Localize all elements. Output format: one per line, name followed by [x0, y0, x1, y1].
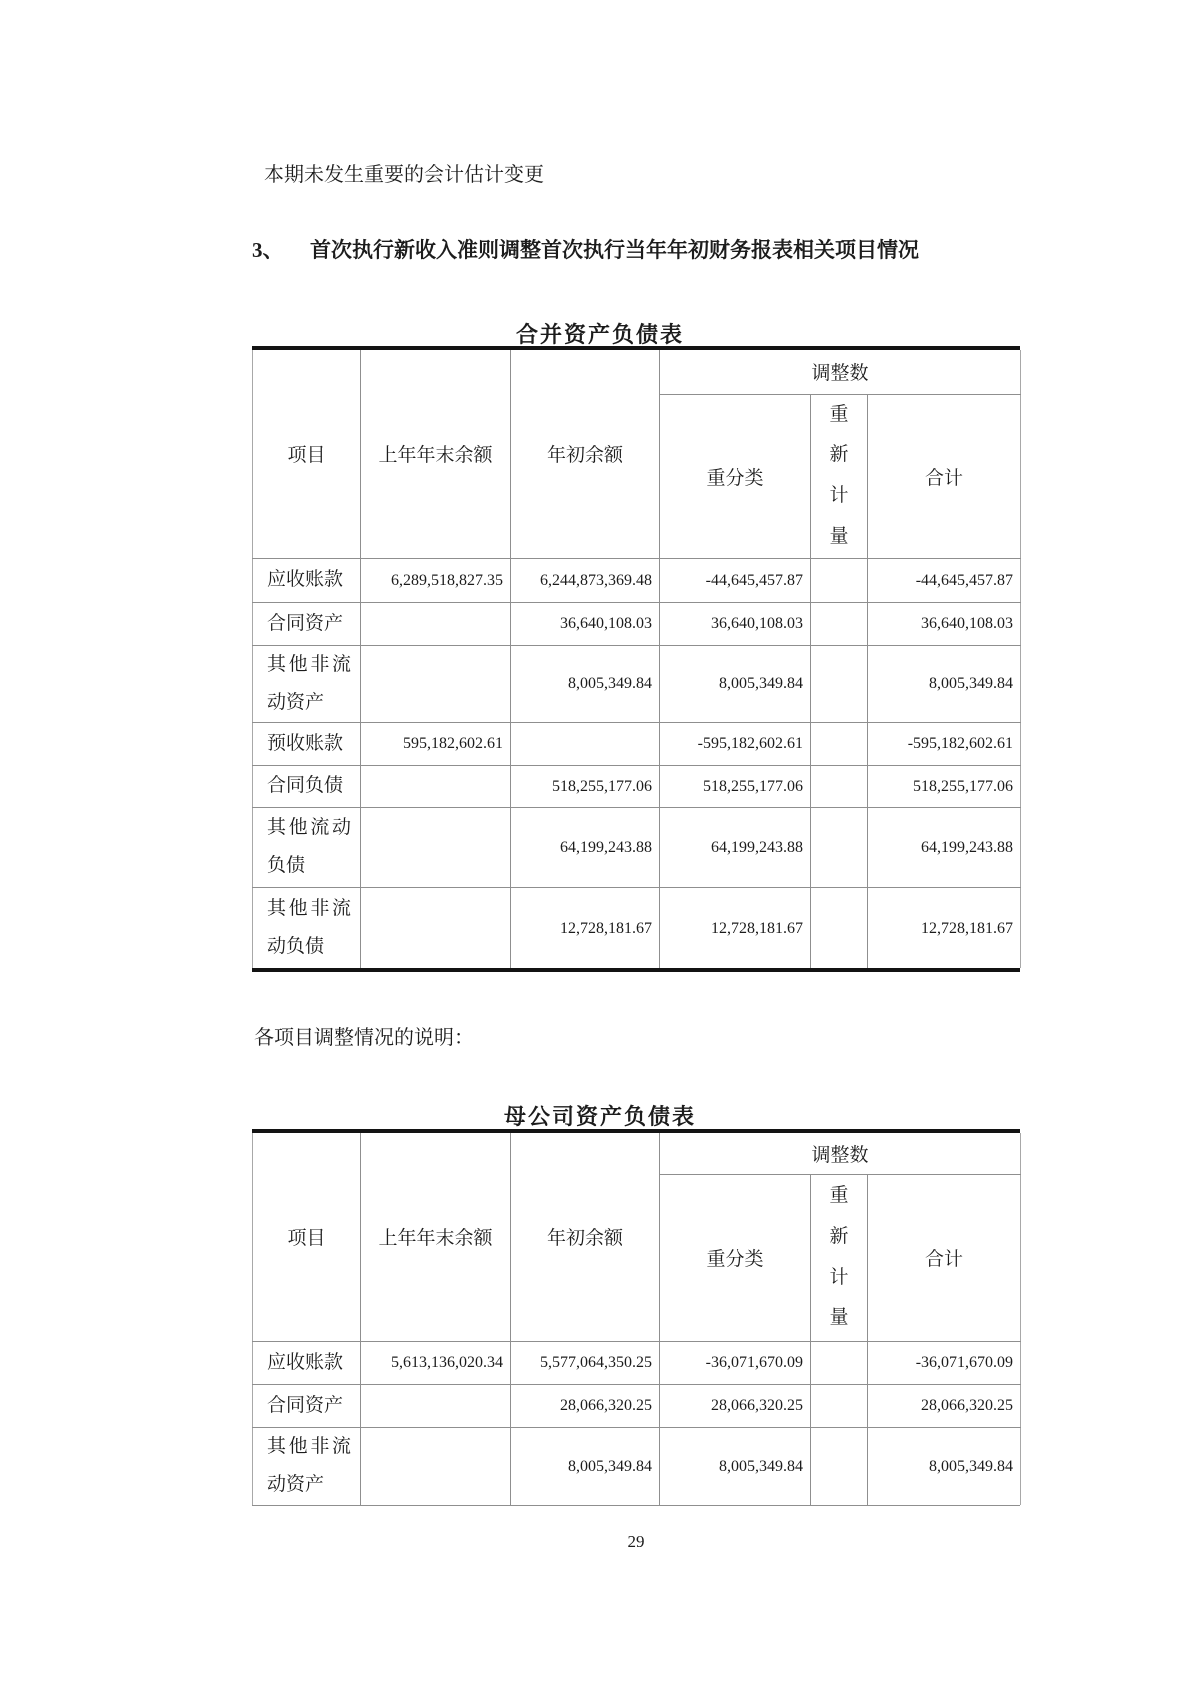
table-row — [253, 1427, 1021, 1505]
cell-remeasure — [811, 1341, 868, 1384]
header-adjustment-group: 调整数 — [660, 1133, 1021, 1174]
consolidated-balance-sheet-table — [252, 346, 1020, 972]
row-label: 其他流动负债 — [253, 807, 361, 887]
cell-year-begin: 36,640,108.03 — [511, 602, 660, 645]
cell-year-begin: 28,066,320.25 — [511, 1384, 660, 1427]
adjustment-note: 各项目调整情况的说明： — [254, 1027, 474, 1049]
table-row — [253, 1384, 1021, 1427]
cell-total: -36,071,670.09 — [868, 1341, 1021, 1384]
row-label: 合同资产 — [253, 602, 361, 645]
cell-year-begin: 6,244,873,369.48 — [511, 558, 660, 602]
table-row — [253, 645, 1021, 722]
cell-prev-year-end: 5,613,136,020.34 — [361, 1341, 511, 1384]
header-adjustment-group: 调整数 — [660, 350, 1021, 394]
cell-remeasure — [811, 722, 868, 765]
cell-remeasure — [811, 1384, 868, 1427]
header-prev-year-end: 上年年末余额 — [361, 350, 511, 558]
cell-year-begin: 8,005,349.84 — [511, 645, 660, 722]
cell-prev-year-end — [361, 807, 511, 887]
cell-year-begin: 5,577,064,350.25 — [511, 1341, 660, 1384]
cell-total: 28,066,320.25 — [868, 1384, 1021, 1427]
header-remeasure-text: 重新计量 — [829, 1184, 849, 1329]
cell-prev-year-end — [361, 765, 511, 807]
cell-prev-year-end: 595,182,602.61 — [361, 722, 511, 765]
header-total: 合计 — [868, 1174, 1021, 1341]
cell-year-begin: 64,199,243.88 — [511, 807, 660, 887]
row-label: 应收账款 — [253, 558, 361, 602]
cell-prev-year-end — [361, 1384, 511, 1427]
cell-remeasure — [811, 558, 868, 602]
header-item: 项目 — [253, 1133, 361, 1341]
table-row — [253, 602, 1021, 645]
cell-reclass: 8,005,349.84 — [660, 1427, 811, 1505]
cell-remeasure — [811, 807, 868, 887]
table-row — [253, 887, 1021, 968]
cell-remeasure — [811, 602, 868, 645]
table-row — [253, 765, 1021, 807]
row-label: 合同资产 — [253, 1384, 361, 1427]
table-header-row — [253, 350, 1021, 394]
cell-reclass: -36,071,670.09 — [660, 1341, 811, 1384]
cell-total: 8,005,349.84 — [868, 645, 1021, 722]
table-row — [253, 1341, 1021, 1384]
cell-year-begin — [511, 722, 660, 765]
cell-total: 8,005,349.84 — [868, 1427, 1021, 1505]
parent-balance-sheet-table — [252, 1129, 1020, 1506]
row-label: 应收账款 — [253, 1341, 361, 1384]
cell-reclass: 36,640,108.03 — [660, 602, 811, 645]
cell-total: 36,640,108.03 — [868, 602, 1021, 645]
table-row — [253, 558, 1021, 602]
header-reclass: 重分类 — [660, 394, 811, 558]
intro-paragraph: 本期未发生重要的会计估计变更 — [264, 164, 544, 186]
cell-reclass: -44,645,457.87 — [660, 558, 811, 602]
table-row — [253, 722, 1021, 765]
cell-prev-year-end — [361, 887, 511, 968]
header-prev-year-end: 上年年末余额 — [361, 1133, 511, 1341]
cell-remeasure — [811, 645, 868, 722]
cell-total: 518,255,177.06 — [868, 765, 1021, 807]
cell-prev-year-end: 6,289,518,827.35 — [361, 558, 511, 602]
header-year-begin: 年初余额 — [511, 350, 660, 558]
section-heading-number: 3、 — [252, 238, 284, 262]
header-total: 合计 — [868, 394, 1021, 558]
row-label: 其他非流动负债 — [253, 887, 361, 968]
row-label: 合同负债 — [253, 765, 361, 807]
cell-total: -44,645,457.87 — [868, 558, 1021, 602]
cell-year-begin: 518,255,177.06 — [511, 765, 660, 807]
table-header-row — [253, 1133, 1021, 1174]
cell-reclass: 64,199,243.88 — [660, 807, 811, 887]
header-remeasure — [811, 1174, 868, 1341]
cell-total: 64,199,243.88 — [868, 807, 1021, 887]
page-number: 29 — [627, 1532, 645, 1551]
row-label: 其他非流动资产 — [253, 645, 361, 722]
section-heading — [252, 234, 919, 264]
row-label: 预收账款 — [253, 722, 361, 765]
cell-prev-year-end — [361, 645, 511, 722]
cell-reclass: 518,255,177.06 — [660, 765, 811, 807]
cell-remeasure — [811, 1427, 868, 1505]
header-item: 项目 — [253, 350, 361, 558]
header-remeasure — [811, 394, 868, 558]
row-label: 其他非流动资产 — [253, 1427, 361, 1505]
cell-remeasure — [811, 887, 868, 968]
cell-reclass: 28,066,320.25 — [660, 1384, 811, 1427]
cell-total: -595,182,602.61 — [868, 722, 1021, 765]
cell-reclass: 12,728,181.67 — [660, 887, 811, 968]
cell-reclass: 8,005,349.84 — [660, 645, 811, 722]
cell-reclass: -595,182,602.61 — [660, 722, 811, 765]
section-heading-text: 首次执行新收入准则调整首次执行当年年初财务报表相关项目情况 — [310, 238, 919, 262]
cell-year-begin: 12,728,181.67 — [511, 887, 660, 968]
header-reclass: 重分类 — [660, 1174, 811, 1341]
cell-year-begin: 8,005,349.84 — [511, 1427, 660, 1505]
cell-prev-year-end — [361, 602, 511, 645]
header-year-begin: 年初余额 — [511, 1133, 660, 1341]
header-remeasure-text: 重新计量 — [829, 403, 849, 548]
cell-total: 12,728,181.67 — [868, 887, 1021, 968]
parent-table-title: 母公司资产负债表 — [503, 1104, 696, 1129]
consolidated-table-title: 合并资产负债表 — [515, 322, 684, 347]
table-row — [253, 807, 1021, 887]
cell-remeasure — [811, 765, 868, 807]
cell-prev-year-end — [361, 1427, 511, 1505]
